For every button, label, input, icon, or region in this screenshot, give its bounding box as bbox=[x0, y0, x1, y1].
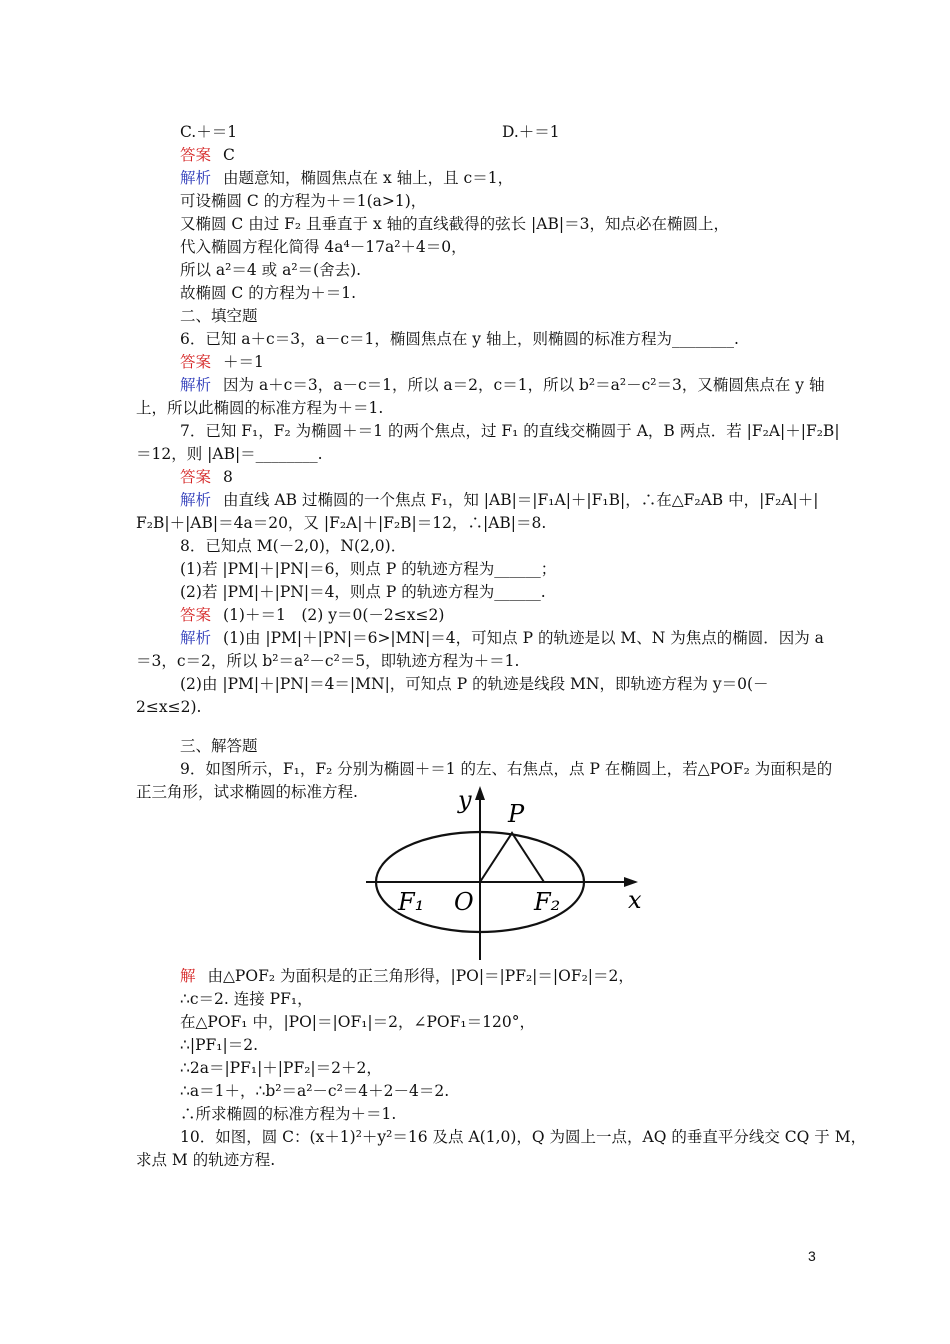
q7-answer-line bbox=[180, 467, 233, 487]
answer-value: ＋＝1 bbox=[223, 353, 264, 371]
label-o: O bbox=[454, 888, 474, 916]
answer-label: 答案 bbox=[180, 353, 212, 371]
q9-question: 9．如图所示，F₁，F₂ 分别为椭圆＋＝1 的左、右焦点，点 P 在椭圆上，若△POF₂ 为面积是的 bbox=[180, 760, 833, 778]
q7-question: ＝12，则 |AB|＝________. bbox=[136, 445, 323, 463]
q10-question: 求点 M 的轨迹方程. bbox=[136, 1151, 276, 1169]
q5-answer-line bbox=[180, 145, 235, 165]
q6-jiexi-line bbox=[180, 375, 824, 395]
option-d: D.＋＝1 bbox=[502, 123, 560, 141]
answer-value: C bbox=[223, 146, 235, 164]
answer-value: (1)＋＝1 (2) y＝0(－2≤x≤2) bbox=[223, 606, 445, 624]
answer-label: 答案 bbox=[180, 146, 212, 164]
q9-solution-line: ∴所求椭圆的标准方程为＋＝1. bbox=[180, 1105, 397, 1123]
jiexi-label: 解析 bbox=[180, 491, 212, 509]
q5-jiexi-line: 可设椭圆 C 的方程为＋＝1(a>1)， bbox=[180, 192, 427, 210]
jiexi-text: (1)由 |PM|＋|PN|＝6>|MN|＝4，可知点 P 的轨迹是以 M、N 为焦点的椭圆．因为 a bbox=[223, 629, 824, 647]
q7-question: 7．已知 F₁，F₂ 为椭圆＋＝1 的两个焦点，过 F₁ 的直线交椭圆于 A，B 两点．若 |F₂A|＋|F₂B| bbox=[180, 422, 840, 440]
q6-jiexi-line: 上，所以此椭圆的标准方程为＋＝1. bbox=[136, 399, 384, 417]
q5-jiexi-line: 代入椭圆方程化简得 4a⁴－17a²＋4＝0， bbox=[180, 238, 467, 256]
q8-question: 8．已知点 M(－2,0)，N(2,0)． bbox=[180, 537, 407, 555]
q6-answer-line bbox=[180, 352, 264, 372]
label-p: P bbox=[508, 800, 525, 828]
q6-question: 6．已知 a＋c＝3，a－c＝1，椭圆焦点在 y 轴上，则椭圆的标准方程为________. bbox=[180, 330, 739, 348]
q9-solution-line bbox=[180, 966, 634, 986]
q8-answer-line bbox=[180, 605, 444, 625]
label-x: x bbox=[628, 886, 642, 914]
solution-label: 解 bbox=[180, 967, 196, 985]
jiexi-label: 解析 bbox=[180, 629, 212, 647]
page-number: 3 bbox=[808, 1248, 816, 1264]
q9-solution-line: 在△POF₁ 中，|PO|＝|OF₁|＝2，∠POF₁＝120°， bbox=[180, 1013, 535, 1031]
ellipse-diagram bbox=[366, 784, 658, 964]
q9-solution-line: ∴c＝2. 连接 PF₁， bbox=[180, 990, 313, 1008]
q8-jiexi-line: (2)由 |PM|＋|PN|＝4＝|MN|，可知点 P 的轨迹是线段 MN，即轨迹方程为 y＝0(－ bbox=[180, 675, 769, 693]
q9-question: 正三角形，试求椭圆的标准方程. bbox=[136, 783, 358, 801]
q8-sub-question: (1)若 |PM|＋|PN|＝6，则点 P 的轨迹方程为______； bbox=[180, 560, 557, 578]
jiexi-text: 由直线 AB 过椭圆的一个焦点 F₁，知 |AB|＝|F₁A|＋|F₁B|，∴在△F₂AB 中，|F₂A|＋| bbox=[223, 491, 819, 509]
solution-text: 由△POF₂ 为面积是的正三角形得，|PO|＝|PF₂|＝|OF₂|＝2， bbox=[207, 967, 634, 985]
jiexi-text: 因为 a＋c＝3，a－c＝1，所以 a＝2，c＝1，所以 b²＝a²－c²＝3，又椭圆焦点在 y 轴 bbox=[223, 376, 825, 394]
answer-value: 8 bbox=[223, 468, 233, 486]
q10-question: 10．如图，圆 C：(x＋1)²＋y²＝16 及点 A(1,0)，Q 为圆上一点，AQ 的垂直平分线交 CQ 于 M， bbox=[180, 1128, 867, 1146]
q8-sub-question: (2)若 |PM|＋|PN|＝4，则点 P 的轨迹方程为______. bbox=[180, 583, 546, 601]
jiexi-text: 由题意知，椭圆焦点在 x 轴上，且 c＝1， bbox=[223, 169, 514, 187]
q9-solution-line: ∴a＝1＋，∴b²＝a²－c²＝4＋2－4＝2. bbox=[180, 1082, 450, 1100]
section-heading: 三、解答题 bbox=[180, 737, 258, 755]
label-f1: F₁ bbox=[398, 888, 425, 916]
q5-jiexi-line: 所以 a²＝4 或 a²＝(舍去). bbox=[180, 261, 362, 279]
q8-jiexi-line bbox=[180, 628, 824, 648]
q7-jiexi-line bbox=[180, 490, 818, 510]
q9-solution-line: ∴2a＝|PF₁|＋|PF₂|＝2＋2， bbox=[180, 1059, 382, 1077]
q5-jiexi-line: 故椭圆 C 的方程为＋＝1. bbox=[180, 284, 357, 302]
label-f2: F₂ bbox=[534, 888, 561, 916]
jiexi-label: 解析 bbox=[180, 376, 212, 394]
q8-jiexi-line: 2≤x≤2). bbox=[136, 698, 202, 716]
y-axis-arrow-icon bbox=[475, 786, 485, 800]
option-c: C.＋＝1 bbox=[180, 123, 238, 141]
answer-label: 答案 bbox=[180, 468, 212, 486]
q7-jiexi-line: F₂B|＋|AB|＝4a＝20，又 |F₂A|＋|F₂B|＝12，∴|AB|＝8. bbox=[136, 514, 547, 532]
q5-jiexi-line: 又椭圆 C 由过 F₂ 且垂直于 x 轴的直线截得的弦长 |AB|＝3，知点必在椭圆上， bbox=[180, 215, 729, 233]
section-heading: 二、填空题 bbox=[180, 307, 258, 325]
q5-jiexi-line bbox=[180, 168, 513, 188]
ellipse-figure bbox=[366, 784, 658, 964]
answer-label: 答案 bbox=[180, 606, 212, 624]
q8-jiexi-line: ＝3，c＝2，所以 b²＝a²－c²＝5，即轨迹方程为＋＝1. bbox=[136, 652, 520, 670]
q9-solution-line: ∴|PF₁|＝2. bbox=[180, 1036, 258, 1054]
label-y: y bbox=[458, 786, 472, 814]
jiexi-label: 解析 bbox=[180, 169, 212, 187]
